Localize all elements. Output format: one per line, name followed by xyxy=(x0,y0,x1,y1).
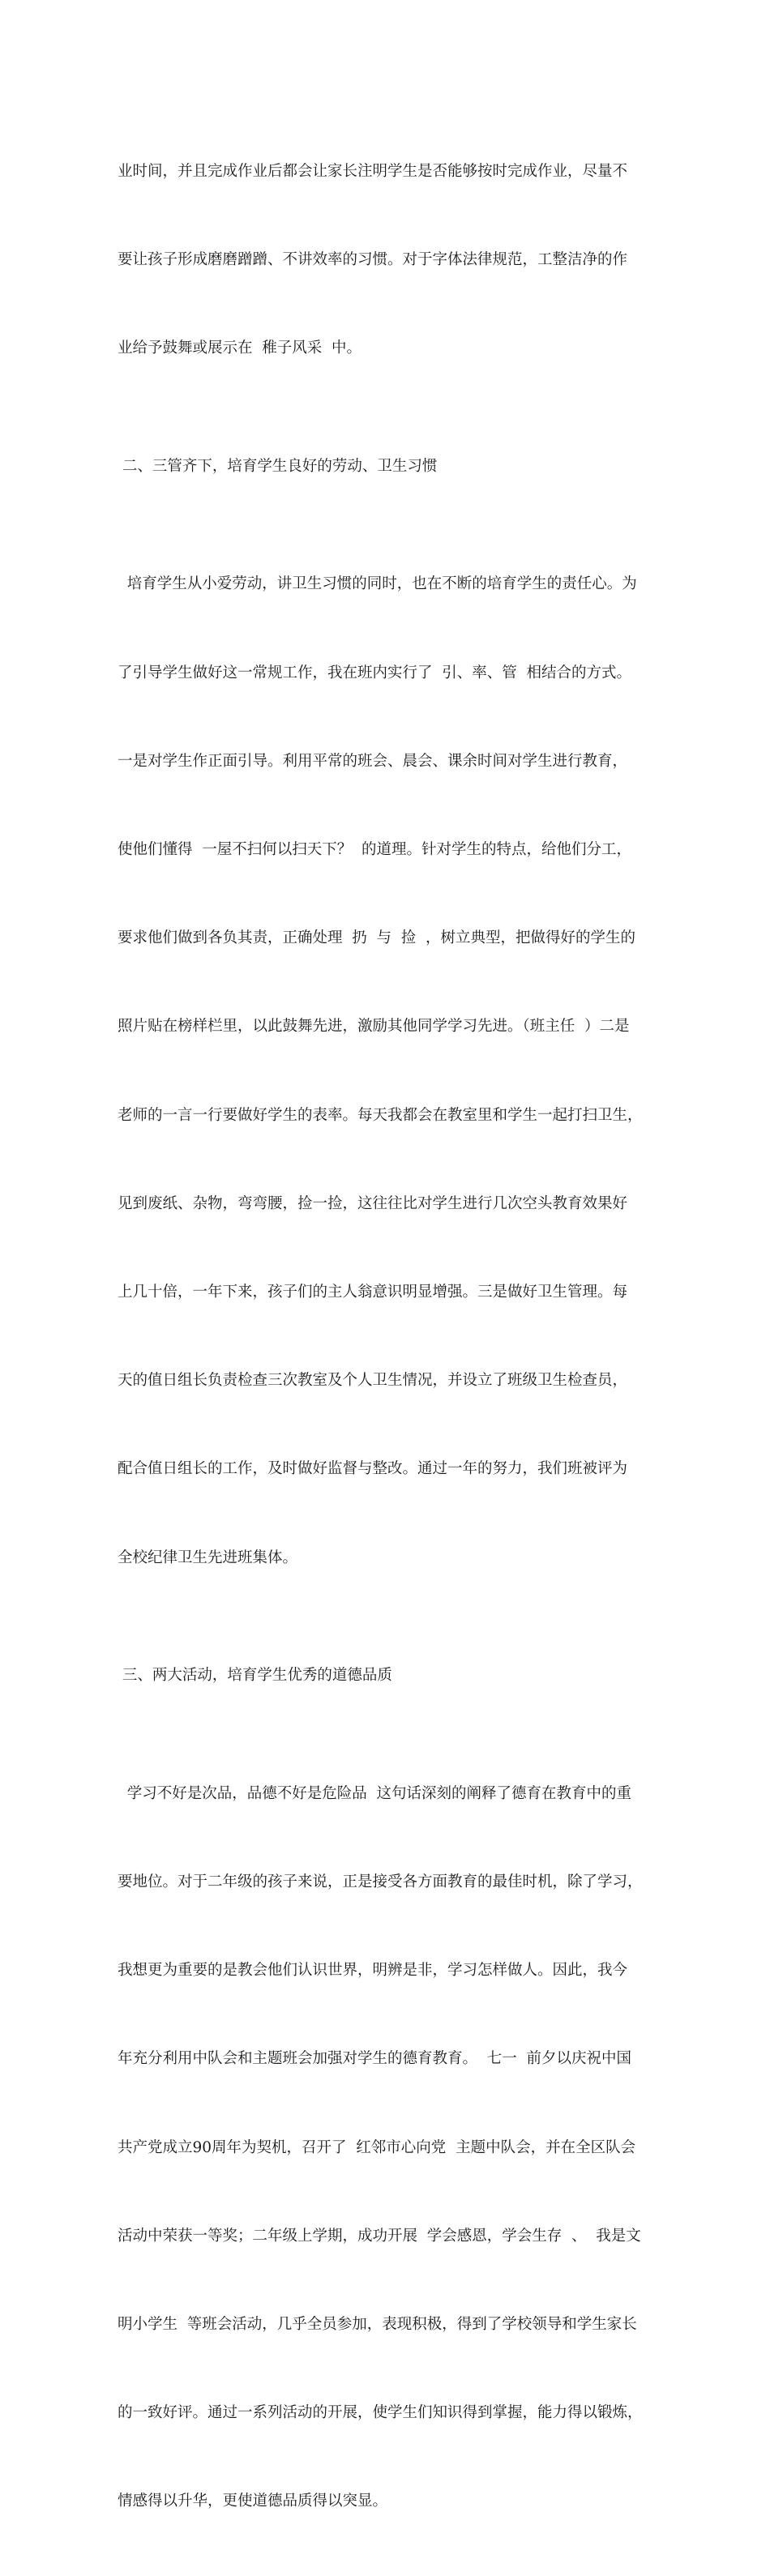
paragraph-moral-quality xyxy=(118,1720,654,2576)
text-line: 我想更为重要的是教会他们认识世界，明辨是非，学习怎样做人。因此，我今 xyxy=(118,1962,628,1980)
document-body xyxy=(118,98,654,2576)
text-line: 全校纪律卫生先进班集体。 xyxy=(118,1549,298,1566)
text-line: 的一致好评。通过一系列活动的开展，使学生们知识得到掌握，能力得以锻炼， xyxy=(118,2404,643,2422)
text-line: 要地位。对于二年级的孩子来说，正是接受各方面教育的最佳时机，除了学习， xyxy=(118,1873,643,1891)
text-line: 年充分利用中队会和主题班会加强对学生的德育教育。 七一 前夕以庆祝中国 xyxy=(118,2050,632,2068)
text-line: 配合值日组长的工作，及时做好监督与整改。通过一年的努力，我们班被评为 xyxy=(118,1460,628,1478)
text-line: 情感得以升华，更使道德品质得以突显。 xyxy=(118,2493,388,2510)
text-line: 要求他们做到各负其责，正确处理 扔 与 捡 ，树立典型，把做得好的学生的 xyxy=(118,929,636,947)
text-line: 活动中荣获一等奖；二年级上学期，成功开展 学会感恩，学会生存 、 我是文 xyxy=(118,2227,641,2245)
text-line: 上几十倍，一年下来，孩子们的主人翁意识明显增强。三是做好卫生管理。每 xyxy=(118,1284,628,1301)
section-heading-labor-hygiene: 二、三管齐下，培育学生良好的劳动、卫生习惯 xyxy=(118,457,438,475)
paragraph-labor-hygiene xyxy=(118,511,654,1632)
text-line: 明小学生 等班会活动，几乎全员参加，表现积极，得到了学校领导和学生家长 xyxy=(118,2316,637,2334)
section-heading-moral-quality: 三、两大活动，培育学生优秀的道德品质 xyxy=(118,1667,392,1685)
text-line: 业时间，并且完成作业后都会让家长注明学生是否能够按时完成作业，尽量不 xyxy=(118,162,628,180)
text-line: 老师的一言一行要做好学生的表率。每天我都会在教室里和学生一起打扫卫生， xyxy=(118,1106,643,1124)
paragraph-gap xyxy=(118,481,654,511)
text-line: 见到废纸、杂物，弯弯腰，捡一捡，这往往比对学生进行几次空头教育效果好 xyxy=(118,1194,628,1212)
text-line: 业给予鼓舞或展示在 稚子风采 中。 xyxy=(118,340,362,357)
text-line: 天的值日组长负责检查三次教室及个人卫生情况，并设立了班级卫生检查员， xyxy=(118,1372,628,1390)
text-line: 一是对学生作正面引导。利用平常的班会、晨会、课余时间对学生进行教育， xyxy=(118,752,628,770)
paragraph-gap xyxy=(118,422,654,451)
text-line: 培育学生从小爱劳动，讲卫生习惯的同时，也在不断的培育学生的责任心。为 xyxy=(118,575,637,593)
paragraph-homework-habits xyxy=(118,98,654,422)
text-line: 学习不好是次品，品德不好是危险品 这句话深刻的阐释了德育在教育中的重 xyxy=(118,1784,632,1802)
text-line: 要让孩子形成磨磨蹭蹭、不讲效率的习惯。对于字体法律规范，工整洁净的作 xyxy=(118,251,628,269)
paragraph-gap xyxy=(118,1691,654,1720)
text-line: 了引导学生做好这一常规工作，我在班内实行了 引、率、管 相结合的方式。 xyxy=(118,664,632,681)
text-line: 照片贴在榜样栏里，以此鼓舞先进，激励其他同学学习先进。（班主任 ）二是 xyxy=(118,1018,630,1036)
paragraph-gap xyxy=(118,1632,654,1661)
text-line: 共产党成立90周年为契机，召开了 红邻市心向党 主题中队会，并在全区队会 xyxy=(118,2138,636,2156)
text-line: 使他们懂得 一屋不扫何以扫天下？ 的道理。针对学生的特点，给他们分工， xyxy=(118,841,632,859)
